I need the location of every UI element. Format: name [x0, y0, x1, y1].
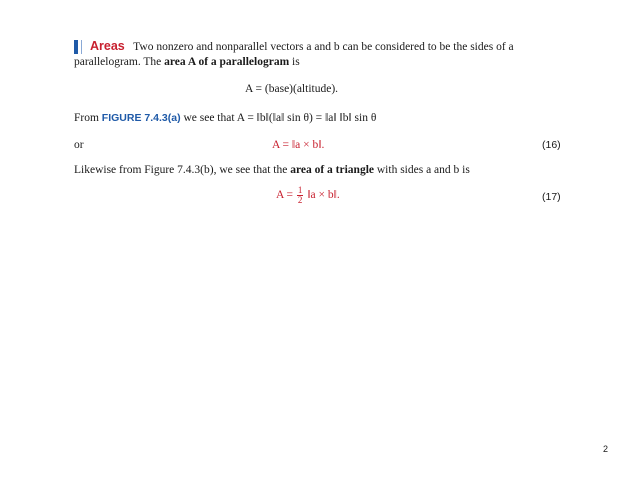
or-word: or: [74, 139, 84, 151]
section-intro: Two nonzero and nonparallel vectors a and b can be considered to be the sides of a: [133, 41, 514, 53]
section-title: Areas: [90, 39, 125, 53]
section-heading-line: [90, 39, 514, 55]
likewise-post: with sides a and b is: [374, 164, 470, 176]
figure-reference: FIGURE 7.4.3(a): [101, 112, 181, 124]
likewise-line: [74, 163, 470, 178]
from-figure-line: [74, 111, 376, 126]
equation-17-number: (17): [542, 191, 561, 203]
line2-pre: parallelogram. The: [74, 56, 165, 68]
eq17-fraction: [297, 186, 304, 205]
eq17-fraction-num: 1: [297, 185, 303, 195]
line2-post: is: [289, 56, 300, 68]
eq17-lhs: A =: [276, 189, 294, 202]
from-mid: we see that: [180, 112, 237, 124]
equation-16-number: (16): [542, 139, 561, 151]
section-marker-bar: [74, 40, 78, 54]
equation-base-altitude: A = (base)(altitude).: [245, 83, 339, 95]
from-formula: A = ‖b‖(‖a‖ sin θ) = ‖a‖ ‖b‖ sin θ: [236, 112, 377, 124]
section-marker-bar-thin: [81, 40, 82, 54]
triangle-area-term: area of a triangle: [290, 164, 374, 176]
page-number: 2: [603, 444, 609, 454]
equation-16: A = ‖a × b‖.: [272, 139, 325, 151]
section-line-2: [74, 55, 300, 70]
parallelogram-area-term: area A of a parallelogram: [164, 56, 290, 68]
eq17-fraction-den: 2: [297, 195, 303, 205]
eq17-rhs: ‖a × b‖.: [307, 189, 340, 202]
likewise-pre: Likewise from Figure 7.4.3(b), we see that the: [74, 164, 291, 176]
from-pre: From: [74, 112, 102, 124]
equation-17: [276, 186, 340, 205]
